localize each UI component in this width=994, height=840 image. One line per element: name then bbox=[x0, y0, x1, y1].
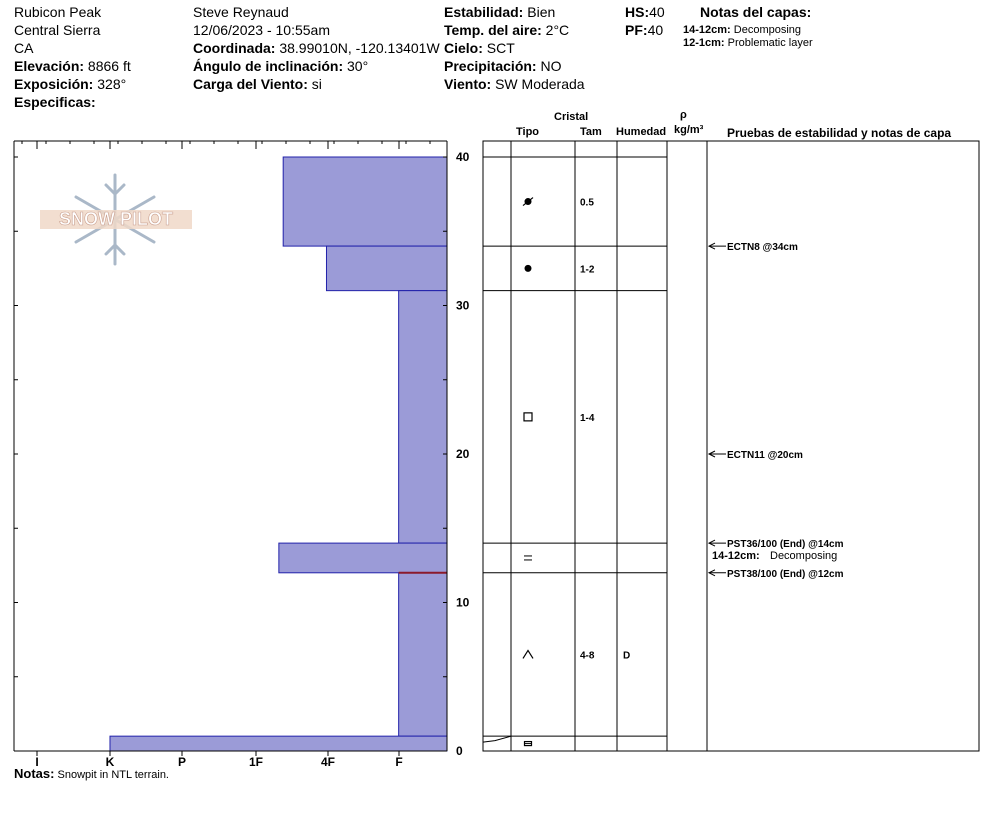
wind-load-label: Carga del Viento: bbox=[193, 76, 308, 92]
hardness-tick-label-F: F bbox=[395, 755, 403, 769]
size-header: Tam bbox=[580, 126, 602, 138]
moisture-5: D bbox=[623, 650, 631, 662]
slope-value: 30° bbox=[347, 58, 369, 74]
observer: Steve Reynaud bbox=[193, 4, 289, 20]
grain-symbol-depth-hoar bbox=[523, 650, 533, 658]
precip-label: Precipitación: bbox=[444, 58, 537, 74]
table-layer-connector bbox=[483, 736, 511, 742]
hs-value: 40 bbox=[649, 4, 665, 20]
hardness-layer-6 bbox=[110, 736, 447, 751]
layer-note-2-text: Problematic layer bbox=[727, 37, 813, 49]
hardness-layer-4 bbox=[279, 543, 447, 573]
slope-label: Ángulo de inclinación: bbox=[193, 58, 344, 74]
hardness-layer-2 bbox=[326, 246, 447, 291]
logo-text: SNOW PILOT bbox=[59, 209, 173, 229]
hardness-tick-label-K: K bbox=[105, 755, 115, 769]
stability-tests bbox=[709, 242, 844, 580]
layer-note-1-text: Decomposing bbox=[733, 24, 802, 36]
notes-text: Snowpit in NTL terrain. bbox=[57, 769, 169, 781]
depth-tick-label-40: 40 bbox=[456, 150, 470, 164]
hardness-layer-1 bbox=[283, 157, 447, 246]
hardness-tick-label-1F: 1F bbox=[248, 755, 264, 769]
grain-size-1: 0.5 bbox=[580, 197, 594, 209]
layer-note-2-range: 12-1cm: bbox=[683, 37, 725, 49]
grain-size-5: 4-8 bbox=[580, 650, 595, 662]
snow-pilot-logo bbox=[40, 175, 192, 264]
specifics-label: Especificas: bbox=[14, 94, 96, 110]
layer-annotation-range-1: 14-12cm: bbox=[712, 549, 760, 562]
depth-tick-label-20: 20 bbox=[456, 447, 470, 461]
hardness-layer-5 bbox=[399, 573, 447, 736]
hardness-tick-label-P: P bbox=[177, 755, 187, 769]
stability-test-1: ECTN8 @34cm bbox=[727, 242, 798, 254]
pf-value: 40 bbox=[647, 22, 664, 38]
elevation-value: 8866 ft bbox=[87, 58, 131, 74]
hardness-profile bbox=[110, 157, 447, 751]
coord-label: Coordinada: bbox=[193, 40, 276, 56]
grain-symbol-rounded-grains bbox=[525, 265, 532, 272]
hs-label: HS: bbox=[625, 4, 650, 20]
grain-size-2: 1-2 bbox=[580, 264, 595, 276]
wind-value: SW Moderada bbox=[495, 76, 585, 92]
hardness-tick-label-I: I bbox=[35, 755, 39, 769]
coord-value: 38.99010N, -120.13401W bbox=[279, 40, 440, 56]
mountain-range: Central Sierra bbox=[14, 22, 101, 38]
depth-tick-label-0: 0 bbox=[456, 744, 463, 758]
aspect-value: 328° bbox=[97, 76, 127, 92]
moisture-header: Humedad bbox=[616, 126, 667, 138]
air-temp-value: 2°C bbox=[545, 22, 570, 38]
sky-label: Cielo: bbox=[444, 40, 483, 56]
layer-notes-title: Notas del capas: bbox=[700, 4, 812, 20]
depth-tick-label-30: 30 bbox=[456, 298, 470, 313]
datetime: 12/06/2023 - 10:55am bbox=[193, 22, 330, 38]
rho-header: ρ bbox=[680, 109, 687, 121]
type-header: Tipo bbox=[516, 126, 540, 138]
state: CA bbox=[14, 40, 34, 56]
stability-label: Estabilidad: bbox=[444, 4, 524, 20]
wind-label: Viento: bbox=[444, 76, 492, 92]
stability-test-4: PST38/100 (End) @12cm bbox=[727, 568, 844, 580]
stability-value: Bien bbox=[527, 4, 556, 20]
tests-header: Pruebas de estabilidad y notas de capa bbox=[727, 126, 952, 140]
layer-note-1-range: 14-12cm: bbox=[683, 24, 731, 36]
elevation-label: Elevación: bbox=[14, 58, 85, 74]
table-frame bbox=[483, 141, 979, 751]
wind-load-value: si bbox=[311, 76, 322, 92]
notes-label: Notas: bbox=[14, 766, 55, 781]
sky-value: SCT bbox=[486, 40, 515, 56]
precip-value: NO bbox=[540, 58, 562, 74]
density-unit-header: kg/m³ bbox=[674, 124, 704, 136]
hardness-layer-3 bbox=[399, 291, 447, 543]
grain-size-3: 1-4 bbox=[580, 412, 595, 424]
hardness-tick-label-4F: 4F bbox=[320, 755, 336, 769]
depth-tick-label-10: 10 bbox=[456, 595, 470, 610]
layer-table bbox=[483, 141, 979, 751]
aspect-label: Exposición: bbox=[14, 76, 94, 92]
location-name: Rubicon Peak bbox=[14, 4, 102, 20]
air-temp-label: Temp. del aire: bbox=[444, 22, 542, 38]
stability-test-2: ECTN11 @20cm bbox=[727, 450, 803, 461]
stability-test-3: PST36/100 (End) @14cm bbox=[727, 539, 844, 551]
pf-label: PF: bbox=[625, 22, 648, 38]
crystal-header: Cristal bbox=[554, 111, 589, 123]
grain-symbol-faceted-crystals bbox=[524, 413, 532, 421]
layer-annotation-text-1: Decomposing bbox=[770, 549, 838, 562]
